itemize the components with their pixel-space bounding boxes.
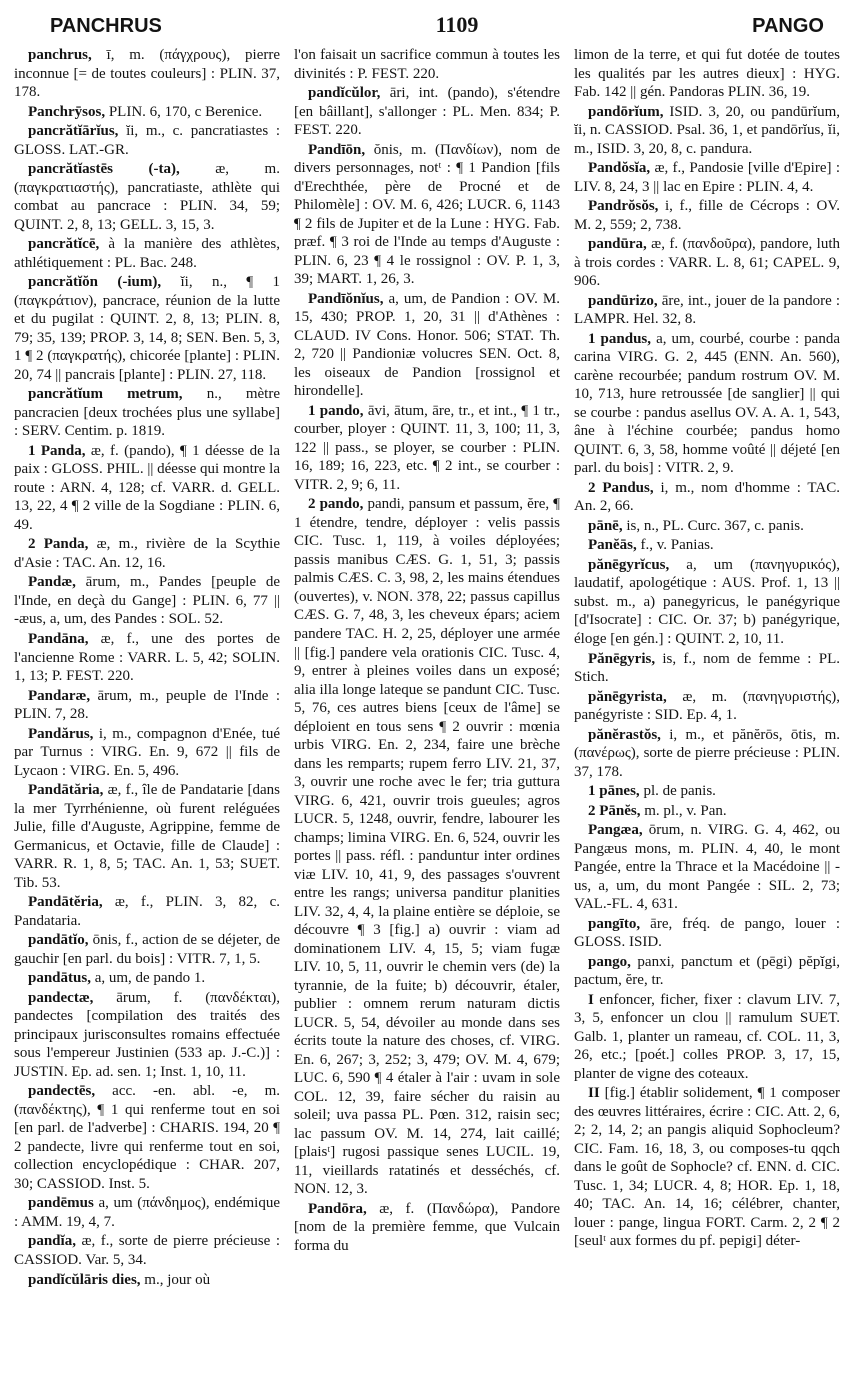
entry-definition: ĭi, m., c. pancratiastes : GLOSS. LAT.-GR.: [14, 123, 280, 158]
entry-definition: æ, f., une des portes de l'ancienne Rome : VARR. L. 5, 42; SOLIN. 1, 13; P. FEST. 220.: [14, 630, 280, 685]
entry-definition: a, um, courbé, courbe : panda carina VIRG. G. 2, 445 (ENN. An. 560), carène recourbée; pandum rostrum OV. M. 10, 713, hure retroussée [de sanglier] || qui se courbe : pandus asellus OV. A. A. 1, 543, âne à l'échine courbée; pandus homo QUINT. 6, 3, 58, homme voûté || déjeté [en parl. du bois] : VITR. 2, 9.: [574, 330, 840, 477]
entry-headword: Pandīōn,: [308, 141, 366, 158]
dictionary-entry: [294, 402, 560, 495]
entry-headword: Panĕās,: [588, 537, 637, 554]
entry-headword: 1 pando,: [308, 402, 364, 419]
dictionary-entry: [294, 84, 560, 140]
entry-headword: pănēgyrĭcus,: [588, 556, 670, 573]
dictionary-entry: [574, 953, 840, 990]
entry-definition: āvi, ātum, āre, tr., et int., ¶ 1 tr., courber, ployer : QUINT. 11, 3, 100; 11, 3, 122 || pass., se ployer, se courber : PLIN. 16, 189; 16, 223, etc. ¶ 2 int., se courber : VITR. 2, 9; 6, 11.: [294, 402, 561, 493]
dictionary-entry: [14, 1271, 280, 1290]
dictionary-entry: [14, 573, 280, 629]
dictionary-entry: [574, 536, 840, 555]
entry-headword: 1 pānes,: [588, 783, 640, 800]
entry-definition: a, um, de Pandion : OV. M. 15, 430; PROP. 1, 20, 31 || d'Athènes : CLAUD. IV Cons. Honor. 506; STAT. Th. 2, 720 || Pandioniæ volucres SEN. Oct. 8, les oiseaux de Pandion [rossignol et hirondelle].: [294, 290, 560, 400]
entry-definition: ĭi, n., ¶ 1 (παγκράτιον), pancrace, réunion de la lutte et du pugilat : QUINT. 2, 8, 13; PLIN. 8, 79; 35, 139; PROP. 3, 14, 8; SEN. Ben. 5, 3, 1 ¶ 2 (παγκρατής), chicorée [plante] : PLIN. 20, 74 || pancrais [plante] : PLIN. 27, 118.: [14, 274, 280, 383]
dictionary-entry: [14, 160, 280, 234]
dictionary-entry: [574, 197, 840, 234]
dictionary-entry: [574, 235, 840, 291]
dictionary-entry: [294, 495, 560, 1199]
entry-definition: is, f., nom de femme : PL. Stich.: [574, 650, 840, 686]
entry-definition: limon de la terre, et qui fut dotée de toutes les qualités par les autres dieux] : HYG. Fab. 142 || gén. Pandoras PLIN. 36, 19.: [574, 47, 840, 101]
entry-definition: ārum, f. (πανδέκται), pandectes [compilation des traités des principaux jurisconsultes romains effectuée sous l'empereur Justinien (533 ap. J.-C.)] : JUSTIN. Ep. ad. sen. 1; Inst. 1, 10, 11.: [14, 989, 280, 1080]
dictionary-entry: [14, 103, 280, 122]
entry-definition: æ, f. (Πανδώρα), Pandore [nom de la première femme, que Vulcain forma du: [294, 1200, 560, 1254]
entry-headword: Pănēgyris,: [588, 650, 656, 667]
entry-headword: pandūra,: [588, 236, 647, 253]
entry-definition: enfoncer, ficher, fixer : clavum LIV. 7, 3, 5, enfoncer un clou || ramulum SUET. Galb. 1, planter un rameau, cf. COL. 11, 3, 26, etc.; [poét.] colles PROP. 3, 17, 15, planter de vigne des coteaux.: [574, 991, 840, 1082]
entry-definition: i, m., nom d'homme : TAC. An. 2, 66.: [574, 479, 840, 515]
dictionary-entry: [14, 969, 280, 988]
dictionary-entry: [14, 893, 280, 930]
entry-headword: Pandŏsĭa,: [588, 160, 651, 177]
dictionary-entry: [14, 687, 280, 724]
entry-definition: a, um (πανηγυρικός), laudatif, apologétique : AUS. Prof. 1, 13 || subst. m., a) panegyricus, le panégyrique [d'Isocrate] : CIC. Or. 37; b) panégyrique, éloge [en gén.] : QUINT. 2, 10, 11.: [574, 556, 840, 647]
dictionary-entry: [14, 273, 280, 384]
entry-definition: āre, int., jouer de la pandore : LAMPR. Hel. 32, 8.: [574, 292, 840, 328]
entry-definition: pandi, pansum et passum, ĕre, ¶ 1 étendre, tendre, déployer : velis passis CIC. Tusc. 1, 119, à voiles déployées; passis manibus CÆS. G. 1, 51, 3; passis palmis CÆS. C. 3, 98, 2, les mains étendues (ouvertes), v. NON. 378, 22; passus capillus CÆS. G. 7, 48, 3, les cheveux épars; aciem pandere TAC. H. 2, 25, déployer une armée || [fig.] pandere vela orationis CIC. Tusc. 4, 9, entrer à pleines voiles dans un exposé; alia illa longe lateque se pandunt CIC. Tusc. 5, 76, ces autres biens [ceux de l'âme] se déploient en tous sens ¶ 2 ouvrir : mœnia urbis VIRG. En. 2, 234, faire une brèche dans les remparts; rupem ferro LIV. 21, 37, 3, ouvrir une roche avec le fer; tria guttura VIRG. 6, 421, ouvrir trois gueules; agros LUCR. 5, 1248, ouvrir, fendre, labourer les champs; limina VIRG. En. 6, 524, ouvrir les portes || pass. réfl. : panduntur inter ordines viæ LIV. 10, 41, 9, des passages s'ouvrent entre les rangs; universa panditur planities LIV. 32, 4, 4, la plaine entière se déploie, se découvre ¶ 3 [fig.] a) ouvrir : viam ad dominationem LIV. 4, 15, 5; viam fugæ LIV. 10, 5, 11, ouvrir le chemin vers (de) la tyrannie, de la fuite; b) découvrir, étaler, publier : omnem rerum naturam dictis LUCR. 5, 54, dévoiler au monde dans ses écrits toute la nature des choses, cf. VIRG. En. 6, 267; 3, 252; 3, 479; OV. M. 4, 679; LUC. 6, 590 ¶ 4 étaler à l'air : uvam in sole COL. 12, 39, faire sécher du raisin au soleil; uva passa PL. Pœn. 312, raisin sec; lac passum OV. M. 14, 274, lait caillé; [plaisᵗ] rugosi passique senes LUCIL. 19, 11, vieillards ratatinés et desséchés, cf. NON. 12, 3.: [294, 496, 560, 1198]
columns: [14, 46, 840, 1366]
dictionary-entry: [14, 1194, 280, 1231]
entry-headword: pancrătĭcē,: [28, 236, 100, 253]
entry-definition: i, m., compagnon d'Enée, tué par Turnus : VIRG. En. 9, 672 || fils de Lycaon : VIRG. En. 5, 496.: [14, 725, 280, 779]
dictionary-entry: [14, 535, 280, 572]
dictionary-entry: [574, 159, 840, 196]
entry-definition: ōnis, f., action de se déjeter, de gauchir [en parl. du bois] : VITR. 7, 1, 5.: [14, 932, 280, 967]
entry-definition: āre, fréq. de pango, louer : GLOSS. ISID.: [574, 915, 840, 951]
entry-headword: pandātus,: [28, 970, 91, 987]
dictionary-entry: [574, 688, 840, 725]
entry-headword: 1 pandus,: [588, 330, 652, 347]
entry-headword: pangīto,: [588, 915, 641, 932]
entry-headword: 2 pando,: [308, 496, 364, 513]
entry-headword: 2 Pānĕs,: [588, 802, 641, 819]
entry-definition: æ, m. (πανηγυριστής), panégyriste : SID. Ep. 4, 1.: [574, 688, 840, 724]
entry-definition: ārum, m., Pandes [peuple de l'Inde, en deçà du Gange] : PLIN. 6, 77 || -æus, a, um, des Pandes : SOL. 52.: [14, 574, 280, 628]
entry-definition: æ, f., PLIN. 3, 82, c. Pandataria.: [14, 894, 280, 929]
dictionary-entry: [574, 46, 840, 102]
entry-definition: acc. -en. abl. -e, m. (πανδέκτης), ¶ 1 qui renferme tout en soi [en parl. de l'adverbe] : CHARIS. 194, 20 ¶ 2 pandecte, livre qui renferme tout en soi, collection encyclopédique : CHAR. 207, 30; CASSIOD. Inst. 5.: [14, 1083, 280, 1192]
dictionary-entry: [294, 1200, 560, 1256]
entry-definition: æ, m., rivière de la Scythie d'Asie : TAC. An. 12, 16.: [14, 536, 280, 571]
entry-headword: Pandāna,: [28, 630, 89, 647]
entry-headword: pancrătĭastēs (-ta),: [28, 161, 180, 178]
entry-headword: pandectēs,: [28, 1083, 96, 1100]
entry-headword: pandĭcŭlor,: [308, 85, 381, 102]
entry-headword: pango,: [588, 953, 631, 970]
entry-definition: æ, f. (pando), ¶ 1 déesse de la paix : GLOSS. PHIL. || déesse qui montre la route : ARN. 4, 128; cf. VARR. d. GELL. 13, 22, 4 ¶ 2 ville de la Sogdiane : PLIN. 6, 49.: [14, 442, 280, 533]
entry-definition: ōrum, n. VIRG. G. 4, 462, ou Pangæus mons, m. PLIN. 4, 40, le mont Pangée, entre la Thrace et la Macédoine || -us, a, um, du mont Pangée : SIL. 2, 73; VAL.-FL. 4, 631.: [574, 822, 840, 913]
dictionary-entry: [574, 103, 840, 159]
entry-headword: pānē,: [588, 517, 623, 534]
dictionary-entry: [574, 556, 840, 649]
dictionary-entry: [14, 385, 280, 441]
entry-definition: æ, m. (παγκρατιαστής), pancratiaste, athlète qui combat au pancrace : PLIN. 34, 59; QUINT. 2, 8, 13; GELL. 3, 15, 3.: [14, 161, 280, 233]
entry-definition: pl. de panis.: [639, 783, 716, 800]
entry-definition: n., mètre pancracien [deux trochées plus une syllabe] : SERV. Centim. p. 1819.: [14, 386, 280, 440]
entry-headword: 2 Panda,: [28, 536, 89, 553]
dictionary-entry: [574, 991, 840, 1084]
entry-definition: à la manière des athlètes, athlétiquement : PL. Bac. 248.: [14, 236, 280, 271]
entry-definition: PLIN. 6, 170, c Berenice.: [105, 103, 263, 120]
column-3: [574, 46, 840, 1366]
entry-definition: [fig.] établir solidement, ¶ 1 composer des œuvres littéraires, écrire : CIC. Att. 2, 6, 2; 2, 14, 2; an pangis aliquid Sophocleum? CIC. Fam. 16, 18, 3, ou composes-tu qqch dans le goût de Sophocle? cf. ENN. d. CIC. Tusc. 1, 34; LUCR. 4, 8; HOR. Ep. 1, 18, 40; TAC. An. 14, 16; célébrer, chanter, louer : pange, lingua FORT. Carm. 2, 2 ¶ 2 [seulᵗ aux formes du pf. pepigi] déter-: [574, 1085, 840, 1250]
dictionary-entry: [14, 442, 280, 535]
dictionary-entry: [574, 915, 840, 952]
entry-headword: Pandātăria,: [28, 782, 104, 799]
entry-definition: ŏnis, m. (Πανδίων), nom de divers personnages, notᵗ : ¶ 1 Pandion [fils d'Erechthée, père de Procné et de Philomèle] : OV. M. 6, 426; LUCR. 6, 1143 ¶ 2 fils de Jupiter et de la Lune : HYG. Fab. præf. ¶ 3 roi de l'Inde au temps d'Auguste : PLIN. 6, 23 ¶ 4 le rossignol : OV. P. 1, 3, 39; MART. 1, 26, 3.: [294, 141, 560, 288]
entry-definition: m., jour où: [140, 1271, 211, 1288]
dictionary-entry: [574, 479, 840, 516]
dictionary-entry: [14, 781, 280, 892]
dictionary-entry: [574, 726, 840, 782]
entry-definition: f., v. Panias.: [636, 537, 714, 554]
dictionary-entry: [574, 292, 840, 329]
entry-definition: is, n., PL. Curc. 367, c. panis.: [622, 517, 804, 534]
entry-definition: l'on faisait un sacrifice commun à toutes les divinités : P. FEST. 220.: [294, 47, 560, 82]
entry-headword: pandātĭo,: [28, 932, 89, 949]
entry-headword: pănēgyrista,: [588, 688, 667, 705]
dictionary-entry: [14, 725, 280, 781]
entry-definition: ārum, m., peuple de l'Inde : PLIN. 7, 28.: [14, 687, 280, 723]
entry-definition: i, f., fille de Cécrops : OV. M. 2, 559; 2, 738.: [574, 198, 840, 233]
entry-definition: æ, f., sorte de pierre précieuse : CASSIOD. Var. 5, 34.: [14, 1233, 280, 1268]
entry-headword: pandūrizo,: [588, 292, 658, 309]
header-right-guideword: PANGO: [752, 15, 824, 37]
entry-headword: II: [588, 1085, 600, 1102]
dictionary-entry: [14, 630, 280, 686]
entry-headword: pandōrĭum,: [588, 103, 664, 120]
entry-headword: panchrus,: [28, 47, 92, 63]
dictionary-entry: [294, 46, 560, 83]
entry-headword: Pandaræ,: [28, 687, 91, 704]
entry-headword: Pandrŏsŏs,: [588, 198, 659, 215]
entry-definition: æ, f. (πανδοῦρα), pandore, luth à trois cordes : VARR. L. 8, 61; CAPEL. 9, 906.: [574, 236, 840, 290]
entry-definition: panxi, panctum et (pēgi) pĕpĭgi, pactum, ĕre, tr.: [574, 953, 840, 989]
dictionary-entry: [14, 46, 280, 102]
entry-headword: Pandātĕria,: [28, 894, 103, 911]
entry-headword: pandĭcŭlāris dies,: [28, 1271, 141, 1288]
entry-headword: Pangæa,: [588, 822, 643, 839]
entry-headword: pănĕrastŏs,: [588, 726, 661, 743]
dictionary-entry: [14, 931, 280, 968]
entry-headword: pandĭa,: [28, 1233, 76, 1250]
dictionary-entry: [14, 235, 280, 272]
column-2: [294, 46, 560, 1366]
entry-headword: Pandīŏnĭus,: [308, 290, 384, 307]
entry-definition: a, um, de pando 1.: [90, 970, 206, 987]
entry-headword: pancrătĭŏn (-ium),: [28, 274, 162, 291]
entry-headword: pandēmus: [28, 1195, 94, 1212]
entry-definition: i, m., et pănĕrōs, ōtis, m. (πανέρως), sorte de pierre précieuse : PLIN. 37, 178.: [574, 726, 840, 780]
entry-headword: Pandōra,: [308, 1200, 367, 1217]
entry-definition: ISID. 3, 20, ou pandūrĭum, ĭi, n. CASSIOD. Psal. 36, 1, et pandōrĭus, ĭi, m., ISID. 3, 20, 8, c. pandura.: [574, 103, 840, 157]
dictionary-entry: [294, 141, 560, 289]
entry-headword: 2 Pandus,: [588, 479, 654, 496]
dictionary-entry: [14, 1232, 280, 1269]
entry-definition: ī, m. (πάγχρους), pierre inconnue [= de toutes couleurs] : PLIN. 37, 178.: [14, 47, 280, 101]
entry-headword: Pandæ,: [28, 574, 76, 591]
dictionary-entry: [574, 782, 840, 801]
entry-headword: 1 Panda,: [28, 442, 86, 459]
running-header: [14, 12, 840, 46]
entry-headword: Panchrӯsos,: [28, 103, 106, 120]
entry-definition: āri, int. (pando), s'étendre [en bâillant], s'allonger : PL. Men. 834; P. FEST. 220.: [294, 85, 560, 139]
dictionary-entry: [574, 517, 840, 536]
column-1: [14, 46, 280, 1366]
dictionary-entry: [574, 330, 840, 478]
entry-headword: pandectæ,: [28, 989, 94, 1006]
dictionary-entry: [14, 1082, 280, 1193]
entry-definition: m. pl., v. Pan.: [640, 802, 727, 819]
page-number: 1109: [435, 12, 479, 37]
entry-headword: pancrătĭārĭus,: [28, 123, 119, 140]
dictionary-entry: [14, 989, 280, 1082]
dictionary-entry: [574, 821, 840, 914]
entry-headword: I: [588, 991, 594, 1008]
dictionary-entry: [574, 802, 840, 821]
entry-definition: æ, f., île de Pandatarie [dans la mer Tyrrhénienne, où furent reléguées Julie, fille d'Auguste, Agrippine, femme de Germanicus, et Octavie, fille de Claude] : VARR. R. 1, 8, 5; TAC. An. 1, 53; SUET. Tib. 53.: [14, 782, 280, 891]
entry-headword: pancrătĭum metrum,: [28, 386, 183, 403]
dictionary-entry: [294, 290, 560, 401]
dictionary-entry: [574, 1084, 840, 1251]
entry-definition: æ, f., Pandosie [ville d'Epire] : LIV. 8, 24, 3 || lac en Epire : PLIN. 4, 4.: [574, 160, 840, 195]
header-left-guideword: PANCHRUS: [50, 15, 162, 37]
entry-definition: a, um (πάνδημος), endémique : AMM. 19, 4, 7.: [14, 1195, 280, 1230]
dictionary-entry: [14, 122, 280, 159]
dictionary-entry: [574, 650, 840, 687]
entry-headword: Pandărus,: [28, 725, 94, 742]
